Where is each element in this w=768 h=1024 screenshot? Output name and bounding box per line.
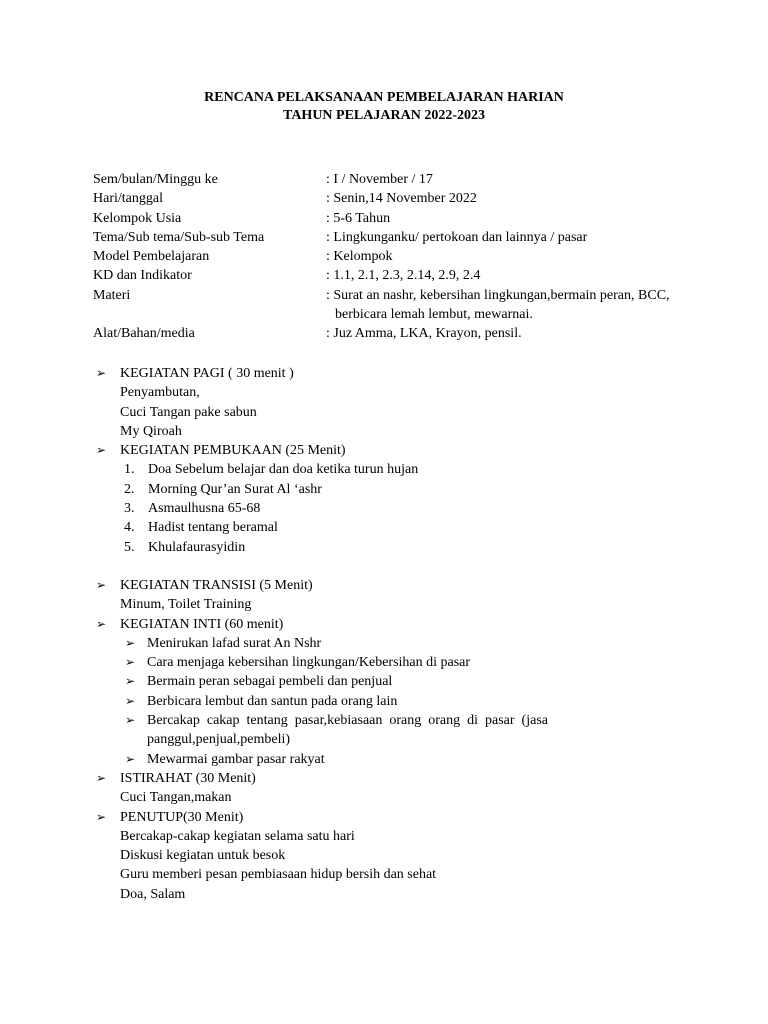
section-line: Bercakap-cakap kegiatan selama satu hari xyxy=(120,828,355,844)
item-text: Bercakap cakap tentang pasar,kebiasaan orang orang di pasar (jasa xyxy=(147,713,548,729)
item-text: Doa Sebelum belajar dan doa ketika turun hujan xyxy=(148,462,419,478)
arrow-bullet-icon: ➢ xyxy=(125,635,136,650)
info-value: : Juz Amma, LKA, Krayon, pensil. xyxy=(326,326,522,342)
arrow-bullet-icon: ➢ xyxy=(125,655,136,670)
item-text: Bermain peran sebagai pembeli dan penjual xyxy=(147,674,393,690)
arrow-bullet-icon: ➢ xyxy=(96,366,107,380)
arrow-bullet-icon: ➢ xyxy=(96,809,107,824)
info-row xyxy=(93,170,693,189)
section-line: Cuci Tangan pake sabun xyxy=(120,404,257,420)
item-text: Khulafaurasyidin xyxy=(148,539,246,555)
info-row xyxy=(93,209,693,228)
info-value: : Kelompok xyxy=(326,249,393,265)
item-number: 3. xyxy=(124,501,135,517)
info-label: Materi xyxy=(93,287,131,303)
section-heading-pembukaan xyxy=(96,441,686,460)
sub-bullet-item xyxy=(96,750,686,769)
arrow-bullet-icon: ➢ xyxy=(96,770,107,785)
section-heading-text: PENUTUP(30 Menit) xyxy=(120,809,244,825)
section-line: Minum, Toilet Training xyxy=(120,597,252,613)
blank-line xyxy=(96,557,686,576)
arrow-bullet-icon: ➢ xyxy=(96,443,107,458)
arrow-bullet-icon: ➢ xyxy=(125,751,136,766)
numbered-item xyxy=(96,480,686,499)
item-number: 2. xyxy=(124,481,135,497)
info-label: Tema/Sub tema/Sub-sub Tema xyxy=(93,229,265,245)
info-label: Hari/tanggal xyxy=(93,191,163,207)
info-table xyxy=(93,170,693,344)
item-text: Menirukan lafad surat An Nshr xyxy=(147,635,322,651)
item-text: Morning Qur’an Surat Al ‘ashr xyxy=(148,481,322,497)
item-text: panggul,penjual,pembeli) xyxy=(147,732,291,748)
item-text: Mewarmai gambar pasar rakyat xyxy=(147,751,325,767)
item-number: 1. xyxy=(124,462,135,478)
item-text: Hadist tentang beramal xyxy=(148,520,278,536)
info-label: Alat/Bahan/media xyxy=(93,326,195,342)
arrow-bullet-icon: ➢ xyxy=(125,713,136,728)
info-value: : Lingkunganku/ pertokoan dan lainnya / pasar xyxy=(326,229,588,245)
item-number: 4. xyxy=(124,520,135,536)
info-label: Kelompok Usia xyxy=(93,210,182,226)
sub-bullet-item xyxy=(96,634,686,653)
numbered-item xyxy=(96,460,686,479)
info-value: : 1.1, 2.1, 2.3, 2.14, 2.9, 2.4 xyxy=(326,268,481,284)
arrow-bullet-icon: ➢ xyxy=(125,674,136,689)
info-row xyxy=(93,324,693,343)
section-heading-text: KEGIATAN PAGI ( 30 menit ) xyxy=(120,366,294,381)
section-line: Doa, Salam xyxy=(120,886,186,902)
item-text: Berbicara lembut dan santun pada orang lain xyxy=(147,693,398,709)
numbered-item xyxy=(96,518,686,537)
info-row xyxy=(93,228,693,247)
section-line: My Qiroah xyxy=(120,423,182,439)
info-value: : Senin,14 November 2022 xyxy=(326,191,477,207)
document-title: RENCANA PELAKSANAAN PEMBELAJARAN HARIAN xyxy=(204,90,564,105)
section-heading-text: KEGIATAN TRANSISI (5 Menit) xyxy=(120,577,313,593)
section-line: Penyambutan, xyxy=(120,385,200,401)
item-text: Asmaulhusna 65-68 xyxy=(148,501,261,517)
document-subtitle: TAHUN PELAJARAN 2022-2023 xyxy=(283,108,485,123)
item-text: Cara menjaga kebersihan lingkungan/Kebersihan di pasar xyxy=(147,655,471,671)
info-label: Sem/bulan/Minggu ke xyxy=(93,172,218,187)
info-value: : Surat an nashr, kebersihan lingkungan,bermain peran, BCC, berbicara lemah lembut, mewarnai. xyxy=(326,287,670,323)
info-row xyxy=(93,286,693,325)
section-heading-text: KEGIATAN INTI (60 menit) xyxy=(120,616,284,632)
section-heading-penutup xyxy=(96,808,686,827)
section-heading-transisi xyxy=(96,576,686,595)
sub-bullet-item xyxy=(96,672,686,691)
item-number: 5. xyxy=(124,539,135,555)
section-heading-istirahat xyxy=(96,769,686,788)
sub-bullet-continuation xyxy=(96,730,686,749)
section-heading-pagi xyxy=(96,364,686,383)
section-heading-text: KEGIATAN PEMBUKAAN (25 Menit) xyxy=(120,443,346,459)
info-value: : I / November / 17 xyxy=(326,172,433,187)
sub-bullet-item xyxy=(96,711,686,730)
info-label: Model Pembelajaran xyxy=(93,249,210,265)
info-row xyxy=(93,189,693,208)
section-line: Cuci Tangan,makan xyxy=(120,790,232,806)
info-row xyxy=(93,266,693,285)
section-line: Guru memberi pesan pembiasaan hidup bersih dan sehat xyxy=(120,867,437,883)
sub-bullet-item xyxy=(96,653,686,672)
section-heading-inti xyxy=(96,615,686,634)
sub-bullet-item xyxy=(96,692,686,711)
numbered-item xyxy=(96,499,686,518)
info-value: : 5-6 Tahun xyxy=(326,210,391,226)
arrow-bullet-icon: ➢ xyxy=(96,616,107,631)
arrow-bullet-icon: ➢ xyxy=(125,693,136,708)
section-heading-text: ISTIRAHAT (30 Menit) xyxy=(120,770,256,786)
arrow-bullet-icon: ➢ xyxy=(96,577,107,592)
numbered-item xyxy=(96,538,686,557)
section-line: Diskusi kegiatan untuk besok xyxy=(120,848,286,864)
activity-sections xyxy=(96,364,686,904)
info-label: KD dan Indikator xyxy=(93,268,192,284)
info-row xyxy=(93,247,693,266)
